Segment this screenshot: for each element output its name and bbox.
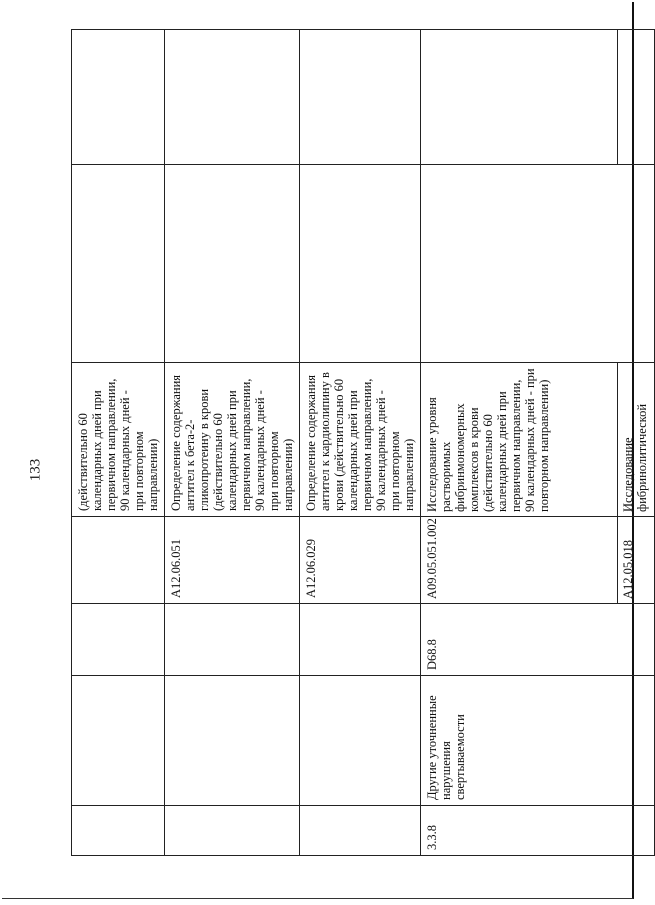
service-name-stack	[421, 363, 654, 516]
row-index-cell	[165, 806, 300, 856]
inner-divider	[617, 517, 618, 603]
empty-cell	[165, 30, 300, 165]
service-name-text: Определение содержания антител к кардиолипину в крови (действительно 60 календарных дней при первичном направлении, 90 календарных дней - при повторном направлении)	[304, 372, 416, 511]
row-index-cell	[72, 806, 165, 856]
empty-cell	[300, 30, 421, 165]
service-code-cell: A12.06.029	[300, 517, 421, 604]
icd-code-cell	[300, 604, 421, 676]
service-code-cell	[421, 517, 655, 604]
table-row	[72, 30, 165, 856]
service-name-next-text: Исследование фибринолитической	[621, 403, 649, 512]
services-table	[71, 29, 655, 856]
diagnosis-cell: Другие уточненные нарушения свертываемости	[421, 676, 655, 806]
service-code-cell: A12.06.051	[165, 517, 300, 604]
icd-code-cell: D68.8	[421, 604, 655, 676]
empty-cell	[300, 165, 421, 363]
empty-cell	[421, 165, 655, 363]
service-name-text: Исследование уровня растворимых фибринмономерных комплексов в крови (действительно 60 календарных дней при первичном направлении, 90 календарных дней - при повторном направлении)	[425, 368, 551, 512]
service-code-next-text: A12.05.018	[621, 539, 635, 599]
table-row	[300, 30, 421, 856]
row-index-cell: 3.3.8	[421, 806, 655, 856]
icd-code-cell	[72, 604, 165, 676]
diagnosis-cell	[72, 676, 165, 806]
table-container	[71, 30, 649, 856]
empty-cell	[72, 165, 165, 363]
empty-stack	[421, 30, 654, 164]
diagnosis-cell	[300, 676, 421, 806]
service-code-cell	[72, 517, 165, 604]
empty-cell	[421, 30, 655, 165]
row-index-cell	[300, 806, 421, 856]
service-name-cell	[165, 363, 300, 517]
table-row	[165, 30, 300, 856]
service-name-cell	[300, 363, 421, 517]
table-row	[421, 30, 655, 856]
empty-cell	[165, 165, 300, 363]
service-name-text: Определение содержания антител к бета-2-гликопротеину в крови (действительно 60 календарных дней при первичном направлении, 90 календарных дней - при повторном направлении)	[169, 374, 295, 511]
rotated-table-wrapper	[71, 30, 649, 856]
inner-divider	[617, 363, 618, 516]
service-name-text: (действительно 60 календарных дней при первичном направлении, 90 календарных дней - при повторном направлении)	[76, 378, 160, 511]
service-code-text: A09.05.051.002	[425, 518, 439, 599]
page-number: 133	[27, 458, 44, 482]
service-code-stack	[421, 517, 654, 603]
service-name-cell	[72, 363, 165, 517]
diagnosis-cell	[165, 676, 300, 806]
service-name-cell	[421, 363, 655, 517]
empty-cell	[72, 30, 165, 165]
icd-code-cell	[165, 604, 300, 676]
inner-divider	[617, 30, 618, 164]
